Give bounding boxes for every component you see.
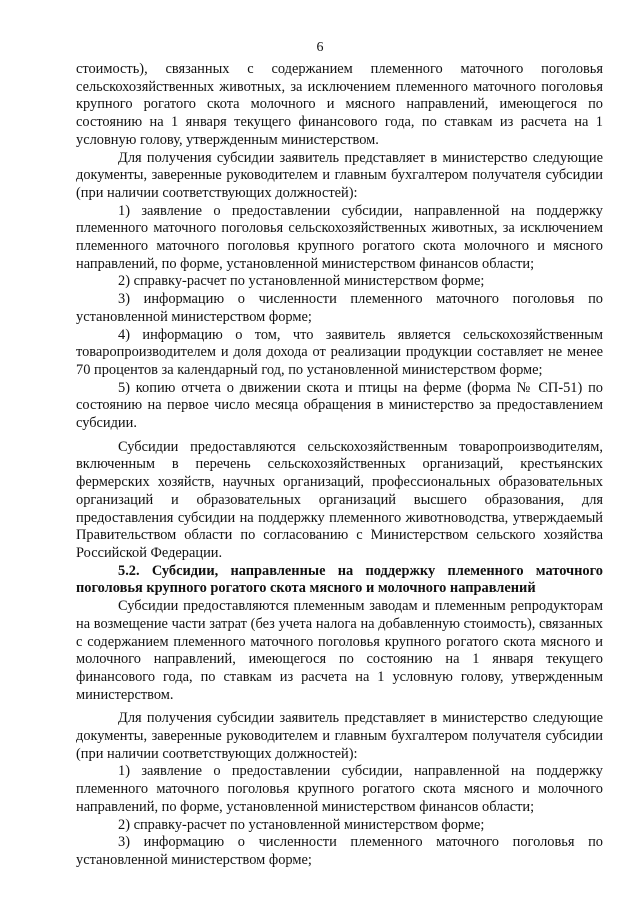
paragraph-2: Для получения субсидии заявитель представляет в министерство следующие документы, заверенные руководителем и главным бухгалтером получателя субсидии (при наличии соответствующих должностей): xyxy=(76,149,603,201)
list-item-6: 1) заявление о предоставлении субсидии, направленной на поддержку племенного маточного поголовья крупного рогатого скота мясного и молочного направлений, по форме, установленной министерством финансов области; xyxy=(76,763,603,815)
list-item-7: 2) справку-расчет по установленной министерством форме; xyxy=(118,816,485,833)
list-item-3: 3) информацию о численности племенного маточного поголовья по установленной министерством форме; xyxy=(76,291,603,325)
list-item-8: 3) информацию о численности племенного маточного поголовья по установленной министерством форме; xyxy=(76,834,603,868)
section-heading: 5.2. Субсидии, направленные на поддержку племенного маточного поголовья крупного рогатого скота мясного и молочного направлений xyxy=(76,562,603,597)
document-body xyxy=(76,61,603,870)
paragraph-5: Для получения субсидии заявитель представляет в министерство следующие документы, заверенные руководителем и главным бухгалтером получателя субсидии (при наличии соответствующих должностей): xyxy=(76,710,603,762)
page-number: 6 xyxy=(316,40,324,55)
list-item-5: 5) копию отчета о движении скота и птицы на ферме (форма № СП-51) по состоянию на первое число месяца обращения в министерство за предоставлением субсидии. xyxy=(76,379,603,432)
list-item-4: 4) информацию о том, что заявитель является сельскохозяйственным товаропроизводителем и доля дохода от реализации продукции составляет не менее 70 процентов за календарный год, по установленной министерством форме; xyxy=(76,326,603,378)
paragraph-4: Субсидии предоставляются племенным заводам и племенным репродукторам на возмещение части затрат (без учета налога на добавленную стоимость), связанных с содержанием племенного маточного поголовья крупного рогатого скота мясного и молочного направлений, имеющегося по состоянию на 1 января текущего финансового года, по ставкам из расчета на 1 условную голову, утвержденным министерством. xyxy=(76,598,603,703)
list-item-1: 1) заявление о предоставлении субсидии, направленной на поддержку племенного маточного поголовья сельскохозяйственных животных, за исключением племенного маточного поголовья крупного рогатого скота молочного и мясного направлений, по форме, установленной министерством финансов области; xyxy=(76,202,603,272)
paragraph-3: Субсидии предоставляются сельскохозяйственным товаропроизводителям, включенным в перечень сельскохозяйственных организаций, крестьянских фермерских хозяйств, научных организаций, профессиональных образовательных организаций и образовательных организаций высшего образования, для предоставления субсидии на поддержку племенного животноводства, утверждаемый Правительством области по согласованию с Министерством сельского хозяйства Российской Федерации. xyxy=(76,438,603,561)
paragraph-1: стоимость), связанных с содержанием племенного маточного поголовья сельскохозяйственных животных, за исключением племенного маточного поголовья крупного рогатого скота молочного и мясного направлений, имеющегося по состоянию на 1 января текущего финансового года, по ставкам из расчета на 1 условную голову, утвержденным министерством. xyxy=(76,61,603,148)
list-item-2: 2) справку-расчет по установленной министерством форме; xyxy=(118,273,485,290)
